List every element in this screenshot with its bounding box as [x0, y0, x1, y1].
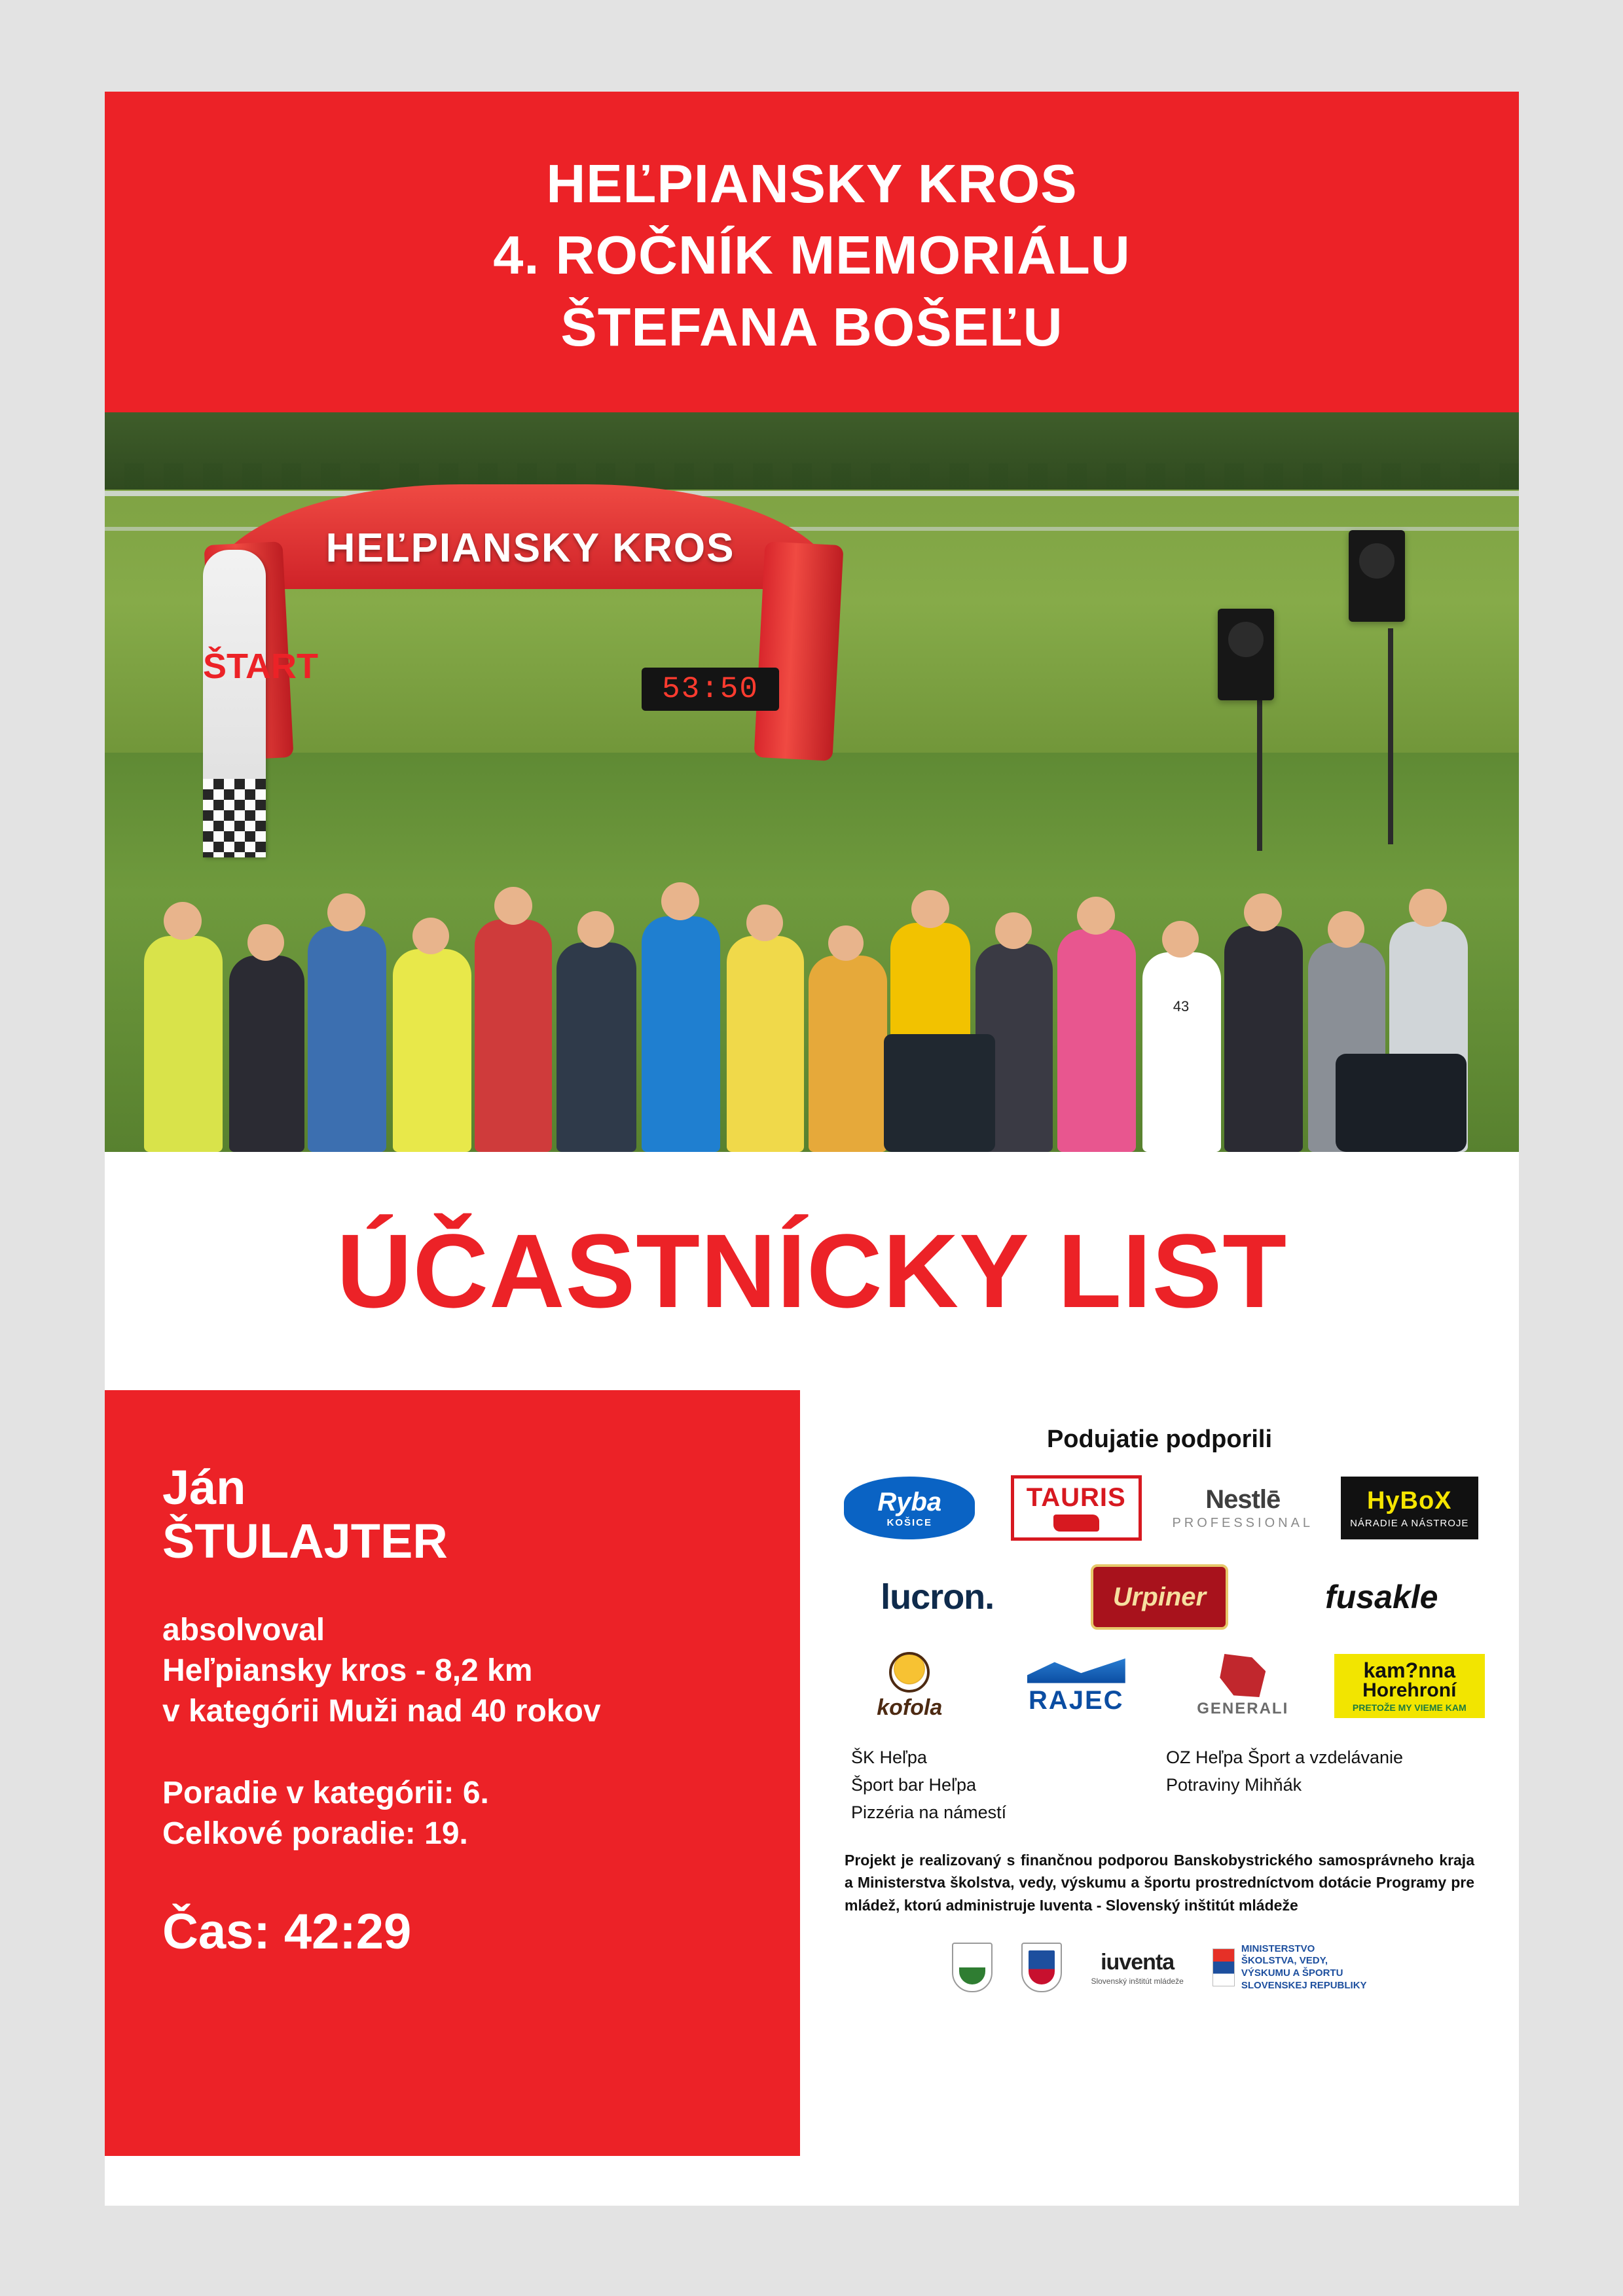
generali-logo	[1159, 1650, 1326, 1722]
finish-time: Čas: 42:29	[162, 1903, 412, 1960]
kofola-cup-icon	[889, 1652, 930, 1693]
header-line-1: HEĽPIANSKY KROS	[546, 152, 1078, 214]
absolved-label: absolvoval	[162, 1612, 325, 1647]
slovak-flag-icon	[1213, 1948, 1235, 1986]
sponsors-title: Podujatie podporili	[1046, 1426, 1273, 1453]
helpa-municipal-crest-icon	[952, 1943, 993, 1992]
person	[393, 949, 471, 1152]
person	[1142, 952, 1221, 1152]
person	[727, 936, 804, 1152]
category-rank: Poradie v kategórii: 6.	[162, 1775, 489, 1810]
baby-stroller	[1336, 1054, 1467, 1152]
header-line-2: 4. ROČNÍK MEMORIÁLU	[493, 224, 1131, 286]
arch-leg-right	[754, 541, 843, 761]
urpiner-logo-text: Urpiner	[1091, 1564, 1228, 1630]
rajec-mountain-icon	[1027, 1657, 1125, 1683]
race-category: v kategórii Muži nad 40 rokov	[162, 1694, 601, 1729]
loudspeaker-2	[1218, 609, 1274, 700]
start-flag-text: ŠTART	[203, 647, 318, 686]
person	[556, 942, 636, 1152]
runner-last-name: ŠTULAJTER	[162, 1514, 448, 1568]
ministry-line: MINISTERSTVO	[1241, 1943, 1315, 1954]
header-line-3: ŠTEFANA BOŠEĽU	[560, 296, 1063, 357]
nestle-professional-logo	[1159, 1472, 1326, 1544]
rajec-logo-text: RAJEC	[1028, 1685, 1124, 1715]
partner-item: ŠK Heľpa	[851, 1748, 927, 1767]
hybox-logo	[1326, 1472, 1493, 1544]
person	[475, 920, 552, 1152]
ministry-line: ŠKOLSTVA, VEDY,	[1241, 1955, 1328, 1967]
ryba-logo-sub: KOŠICE	[886, 1516, 932, 1528]
fusakle-logo	[1271, 1561, 1493, 1633]
kamenna-horehronia-logo	[1326, 1650, 1493, 1722]
nestle-logo-text: Nestlē	[1205, 1485, 1281, 1514]
tauris-logo-text: TAURIS	[1026, 1483, 1126, 1512]
lucron-logo-text: lucron.	[881, 1577, 994, 1617]
foreground-person	[884, 1034, 995, 1152]
partner-item: OZ Heľpa Šport a vzdelávanie	[1166, 1748, 1404, 1767]
partner-item: Pizzéria na námestí	[851, 1802, 1007, 1822]
person	[809, 956, 887, 1152]
loudspeaker-1	[1349, 530, 1405, 622]
sponsor-logo-row-2	[826, 1561, 1493, 1633]
ministry-line: VÝSKUMU A ŠPORTU	[1241, 1967, 1343, 1979]
ministry-of-education-logo	[1213, 1943, 1367, 1992]
partners-column-left	[851, 1744, 1153, 1827]
kofola-logo	[826, 1650, 993, 1722]
kamenna-logo-slogan: PRETOŽE MY VIEME KAM	[1352, 1702, 1467, 1713]
ryba-kosice-logo	[826, 1472, 993, 1544]
sponsor-logo-row-3	[826, 1650, 1493, 1722]
partners-list	[826, 1744, 1493, 1827]
tauris-logo	[993, 1472, 1160, 1544]
runner-result-panel	[105, 1390, 800, 2156]
ministry-logo-text	[1241, 1943, 1367, 1992]
rajec-logo	[993, 1650, 1160, 1722]
government-logos-row	[826, 1943, 1493, 1992]
race-clock-display: 53:50	[642, 668, 779, 711]
nestle-logo-sub: PROFESSIONAL	[1172, 1516, 1314, 1530]
hybox-logo-text: HyBoX	[1366, 1487, 1452, 1515]
partner-item: Potraviny Mihňák	[1166, 1774, 1302, 1795]
person	[229, 956, 304, 1152]
urpiner-logo	[1048, 1561, 1270, 1633]
page-title: ÚČASTNÍCKY LIST	[336, 1212, 1288, 1329]
tauris-bull-icon	[1053, 1515, 1099, 1532]
generali-lion-icon	[1220, 1654, 1266, 1697]
person	[144, 936, 223, 1152]
iuventa-logo-sub: Slovenský inštitút mládeže	[1091, 1976, 1184, 1986]
overall-rank: Celkové poradie: 19.	[162, 1816, 468, 1852]
partner-item: Šport bar Heľpa	[851, 1774, 976, 1795]
ryba-logo-text: Ryba	[877, 1487, 942, 1516]
iuventa-logo	[1091, 1950, 1183, 1986]
ministry-line: SLOVENSKEJ REPUBLIKY	[1241, 1979, 1367, 1991]
inflatable-start-arch	[183, 484, 864, 759]
generali-logo-text: GENERALI	[1197, 1700, 1289, 1717]
race-details	[162, 1610, 800, 1732]
person	[642, 916, 720, 1152]
race-bib-number: 43	[1161, 992, 1201, 1022]
fusakle-logo-text: fusakle	[1325, 1579, 1438, 1615]
iuventa-logo-text: iuventa	[1101, 1949, 1175, 1975]
arch-label: HEĽPIANSKY KROS	[325, 526, 735, 571]
poster-header	[105, 92, 1519, 412]
race-group-photo	[105, 412, 1519, 1152]
kofola-logo-text: kofola	[877, 1695, 943, 1720]
person	[1224, 926, 1303, 1152]
sed-sport-logo	[196, 537, 295, 609]
banska-bystrica-region-crest-icon	[1021, 1943, 1062, 1992]
sponsors-panel	[800, 1390, 1519, 2156]
rank-details	[162, 1773, 800, 1855]
bottom-white-strip	[105, 2156, 1519, 2206]
document-title-band	[105, 1152, 1519, 1390]
kamenna-logo-text: kam?nna	[1363, 1658, 1455, 1682]
funding-statement: Projekt je realizovaný s finančnou podporou Banskobystrického samosprávneho kraja a Ministerstva školstva, vedy, výskumu a športu prostredníctvom dotácie Programy pre mládež, ktorú administruje Iuventa - Slovenský inštitút mládeže	[845, 1851, 1474, 1914]
partners-column-right	[1153, 1744, 1468, 1827]
hybox-logo-sub: NÁRADIE A NÁSTROJE	[1350, 1518, 1469, 1529]
lucron-logo	[826, 1561, 1048, 1633]
kamenna-logo-text2: Horehroní	[1362, 1679, 1457, 1701]
race-name: Heľpiansky kros - 8,2 km	[162, 1653, 533, 1689]
sponsor-logo-row-1	[826, 1472, 1493, 1544]
person	[308, 926, 386, 1152]
runner-first-name: Ján	[162, 1460, 246, 1515]
person	[1057, 929, 1136, 1152]
photo-treeline	[105, 412, 1519, 490]
crowd-of-participants	[105, 733, 1519, 1152]
